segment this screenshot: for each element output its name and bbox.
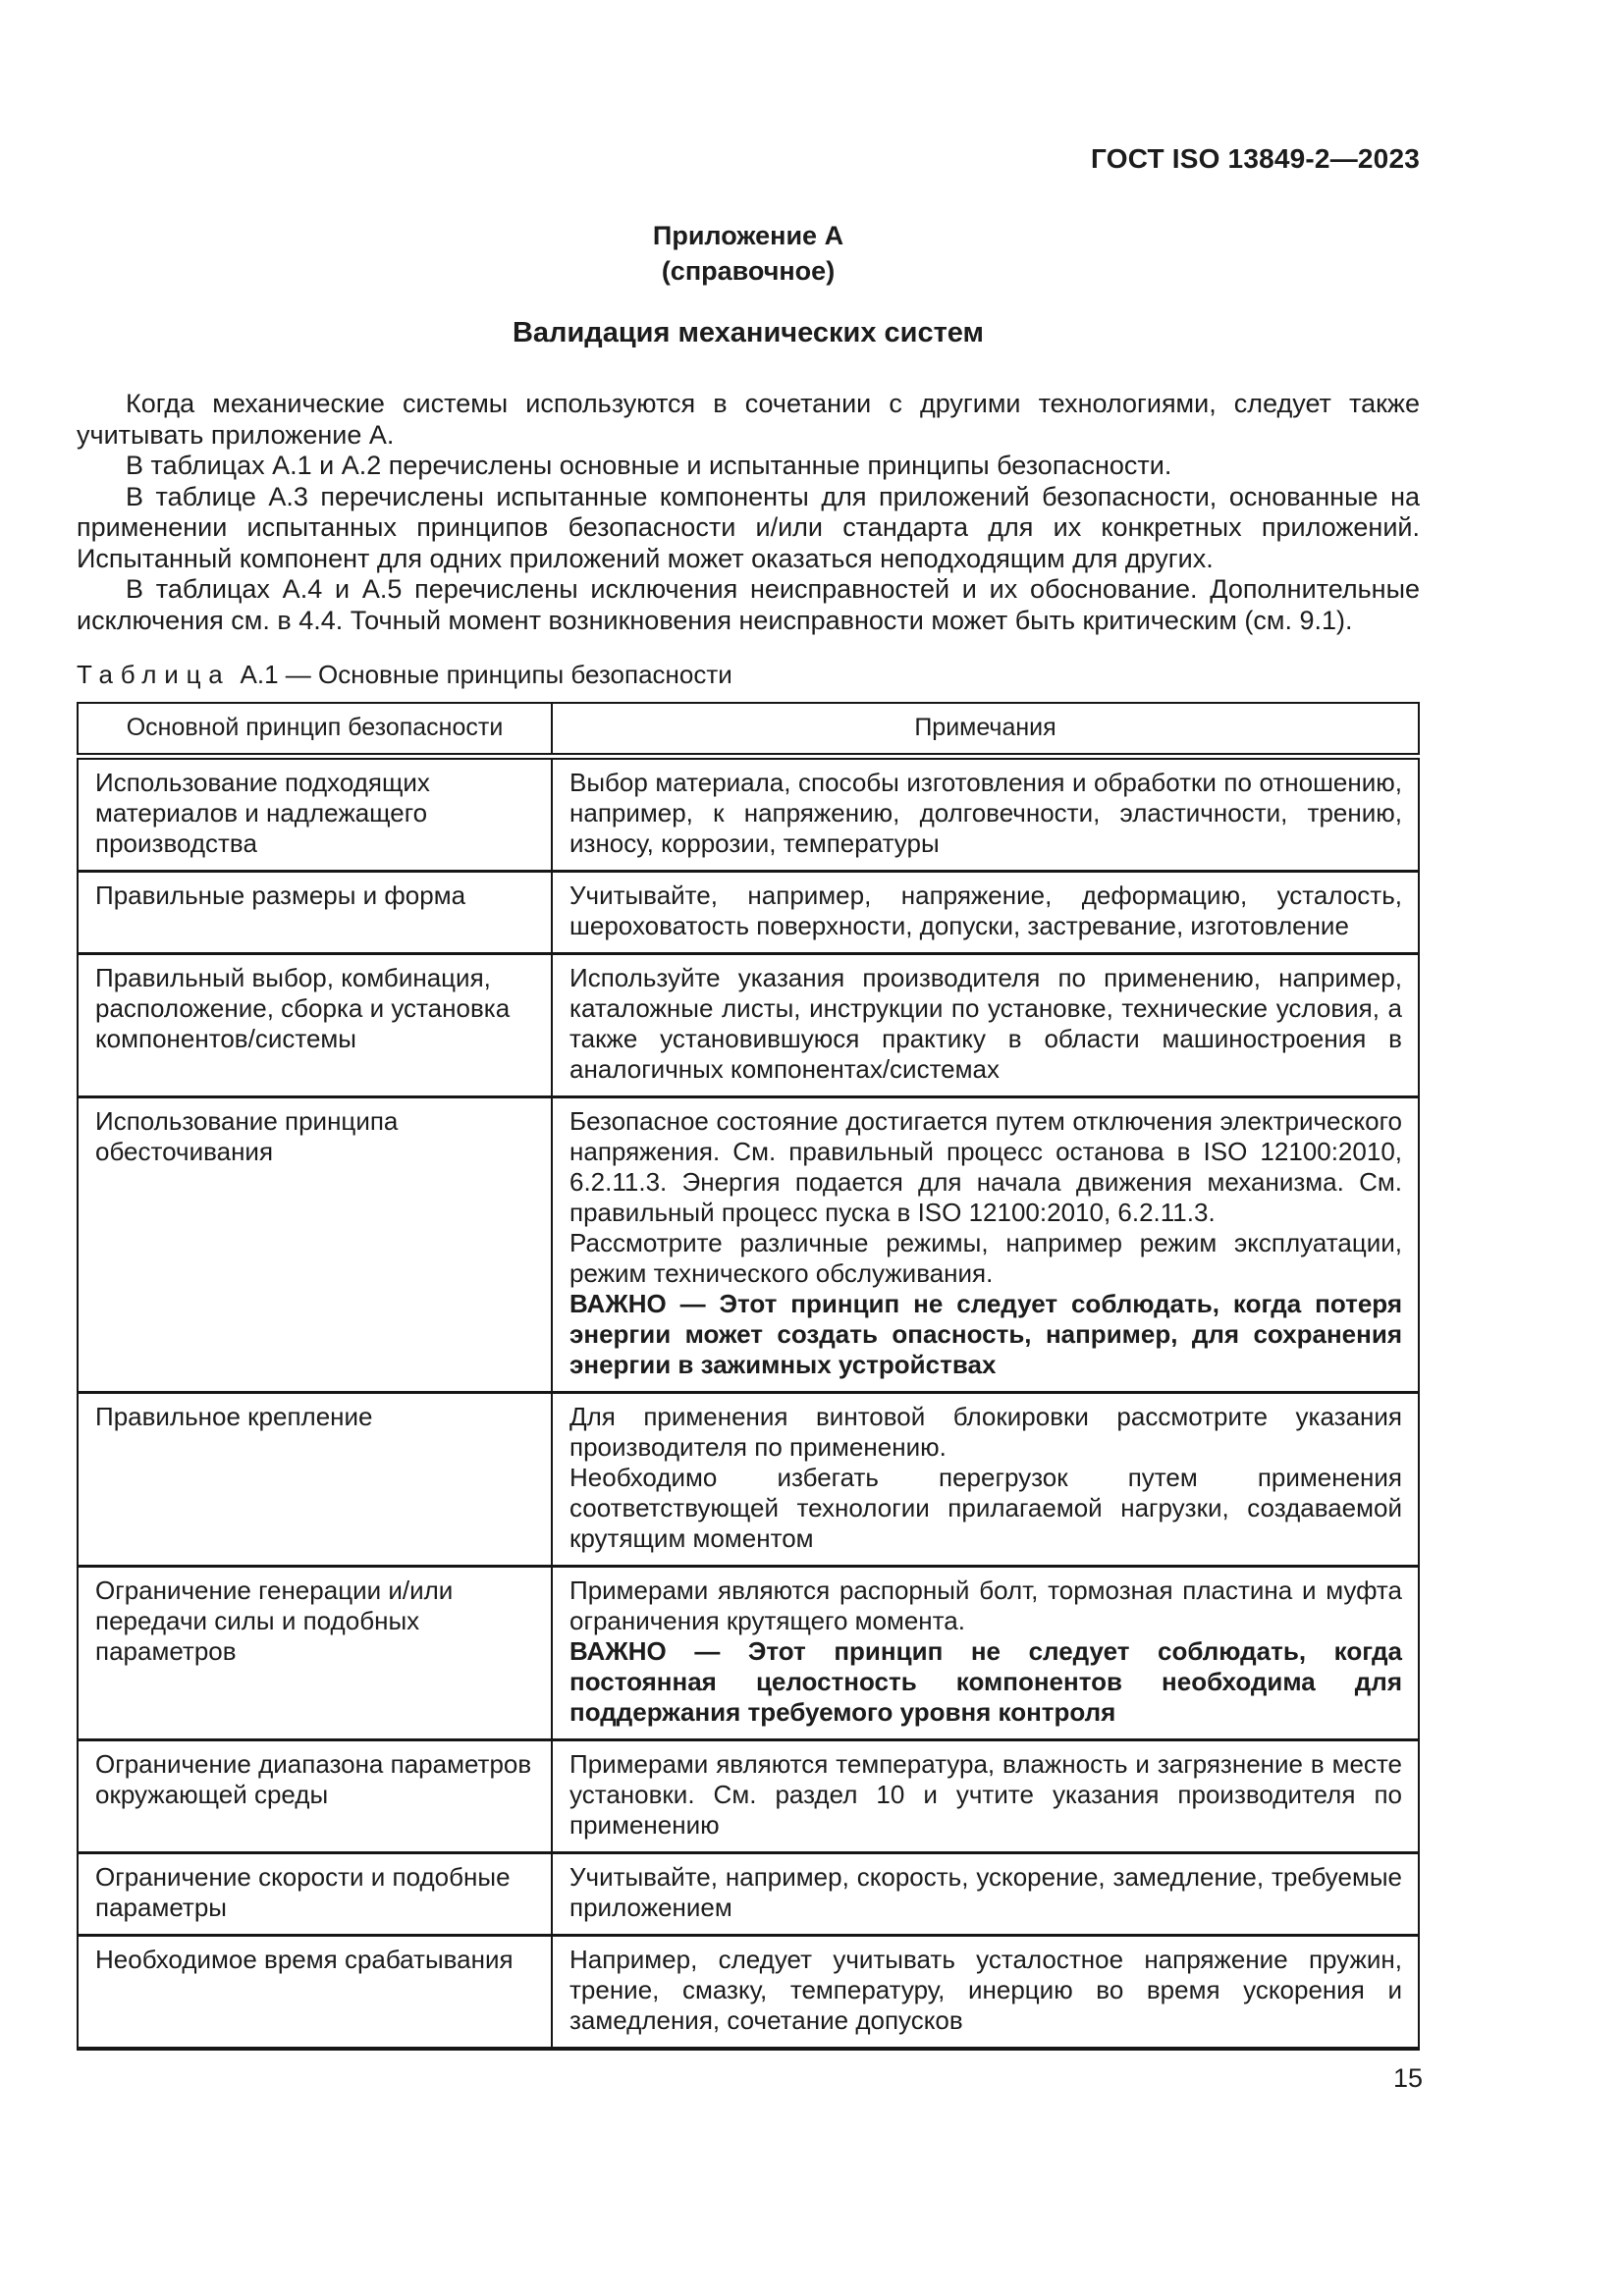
notes-paragraph: Например, следует учитывать усталостное напряжение пружин, трение, смазку, температуру, инерцию во время ускорения и замедления, сочетание допусков (569, 1945, 1402, 2035)
table-row (78, 872, 1419, 954)
table-row (78, 1740, 1419, 1853)
principle-cell: Правильное крепление (78, 1393, 552, 1567)
notes-cell (552, 1853, 1419, 1936)
notes-paragraph: Используйте указания производителя по применению, например, каталожные листы, инструкции по установке, технические условия, а также установившуюся практику в области машиностроения в аналогичных компонентах/системах (569, 963, 1402, 1084)
annex-title: Приложение А (652, 221, 844, 250)
notes-cell (552, 757, 1419, 872)
table-caption-text: А.1 — Основные принципы безопасности (240, 660, 732, 689)
table-row (78, 1936, 1419, 2050)
principle-cell: Необходимое время срабатывания (78, 1936, 552, 2050)
notes-paragraph: ВАЖНО — Этот принцип не следует соблюдать, когда потеря энергии может создать опасность, например, для сохранения энергии в зажимных устройствах (569, 1289, 1402, 1379)
page-content (77, 0, 1420, 2051)
principle-cell: Ограничение генерации и/или передачи силы и подобных параметров (78, 1567, 552, 1740)
table-header (78, 703, 1419, 757)
notes-cell (552, 1740, 1419, 1853)
table-row (78, 1853, 1419, 1936)
notes-cell (552, 872, 1419, 954)
notes-cell (552, 1097, 1419, 1393)
notes-paragraph: Примерами являются распорный болт, тормозная пластина и муфта ограничения крутящего момента. (569, 1575, 1402, 1635)
document-code-header: ГОСТ ISO 13849-2—2023 (1091, 143, 1420, 174)
intro-paragraphs (77, 389, 1420, 636)
annex-subtitle: (справочное) (661, 256, 836, 286)
intro-paragraph: В таблице А.3 перечислены испытанные компоненты для приложений безопасности, основанные на применении испытанных принципов безопасности и/или стандарта для их конкретных приложений. Испытанный компонент для одних приложений может оказаться неподходящим для других. (77, 481, 1420, 573)
page-number: 15 (1392, 2063, 1423, 2093)
intro-paragraph: В таблицах А.1 и А.2 перечислены основные и испытанные принципы безопасности. (126, 451, 1172, 480)
principle-cell: Правильный выбор, комбинация, расположение, сборка и установка компонентов/системы (78, 954, 552, 1097)
column-header-principle: Основной принцип безопасности (78, 703, 552, 757)
notes-paragraph: Рассмотрите различные режимы, например режим эксплуатации, режим технического обслуживания. (569, 1228, 1402, 1288)
notes-paragraph: Учитывайте, например, напряжение, деформацию, усталость, шероховатость поверхности, допуски, застревание, изготовление (569, 881, 1402, 940)
table-row (78, 954, 1419, 1097)
principle-cell: Правильные размеры и форма (78, 872, 552, 954)
table-row (78, 1393, 1419, 1567)
intro-paragraph: В таблицах А.4 и А.5 перечислены исключения неисправностей и их обоснование. Дополнительные исключения см. в 4.4. Точный момент возникновения неисправности может быть критическим (см. 9.1). (77, 574, 1420, 635)
table-body (78, 757, 1419, 2050)
table-caption-label: Таблица (77, 660, 231, 689)
principle-cell: Ограничение скорости и подобные параметры (78, 1853, 552, 1936)
section-heading: Валидация механических систем (512, 317, 984, 348)
table-header-row (78, 703, 1419, 757)
table-row (78, 1097, 1419, 1393)
principle-cell: Использование подходящих материалов и надлежащего производства (78, 757, 552, 872)
intro-paragraph: Когда механические системы используются в сочетании с другими технологиями, следует также учитывать приложение А. (77, 389, 1420, 450)
notes-cell (552, 1393, 1419, 1567)
notes-paragraph: Примерами являются температура, влажность и загрязнение в месте установки. См. раздел 10 и учтите указания производителя по применению (569, 1749, 1402, 1840)
notes-cell (552, 954, 1419, 1097)
notes-paragraph: Учитывайте, например, скорость, ускорение, замедление, требуемые приложением (569, 1862, 1402, 1922)
principle-cell: Ограничение диапазона параметров окружающей среды (78, 1740, 552, 1853)
notes-cell (552, 1567, 1419, 1740)
principle-cell: Использование принципа обесточивания (78, 1097, 552, 1393)
notes-paragraph: Для применения винтовой блокировки рассмотрите указания производителя по применению. (569, 1402, 1402, 1462)
table-caption (77, 660, 1420, 689)
safety-principles-table (77, 702, 1420, 2051)
notes-paragraph: ВАЖНО — Этот принцип не следует соблюдать, когда постоянная целостность компонентов необходима для поддержания требуемого уровня контроля (569, 1636, 1402, 1727)
notes-paragraph: Выбор материала, способы изготовления и обработки по отношению, например, к напряжению, долговечности, эластичности, трению, износу, коррозии, температуры (569, 768, 1402, 858)
notes-paragraph: Необходимо избегать перегрузок путем применения соответствующей технологии прилагаемой нагрузки, создаваемой крутящим моментом (569, 1463, 1402, 1553)
column-header-notes: Примечания (552, 703, 1419, 757)
notes-cell (552, 1936, 1419, 2050)
notes-paragraph: Безопасное состояние достигается путем отключения электрического напряжения. См. правильный процесс останова в ISO 12100:2010, 6.2.11.3. Энергия подается для начала движения механизма. См. правильный процесс пуска в ISO 12100:2010, 6.2.11.3. (569, 1106, 1402, 1227)
table-row (78, 757, 1419, 872)
table-row (78, 1567, 1419, 1740)
